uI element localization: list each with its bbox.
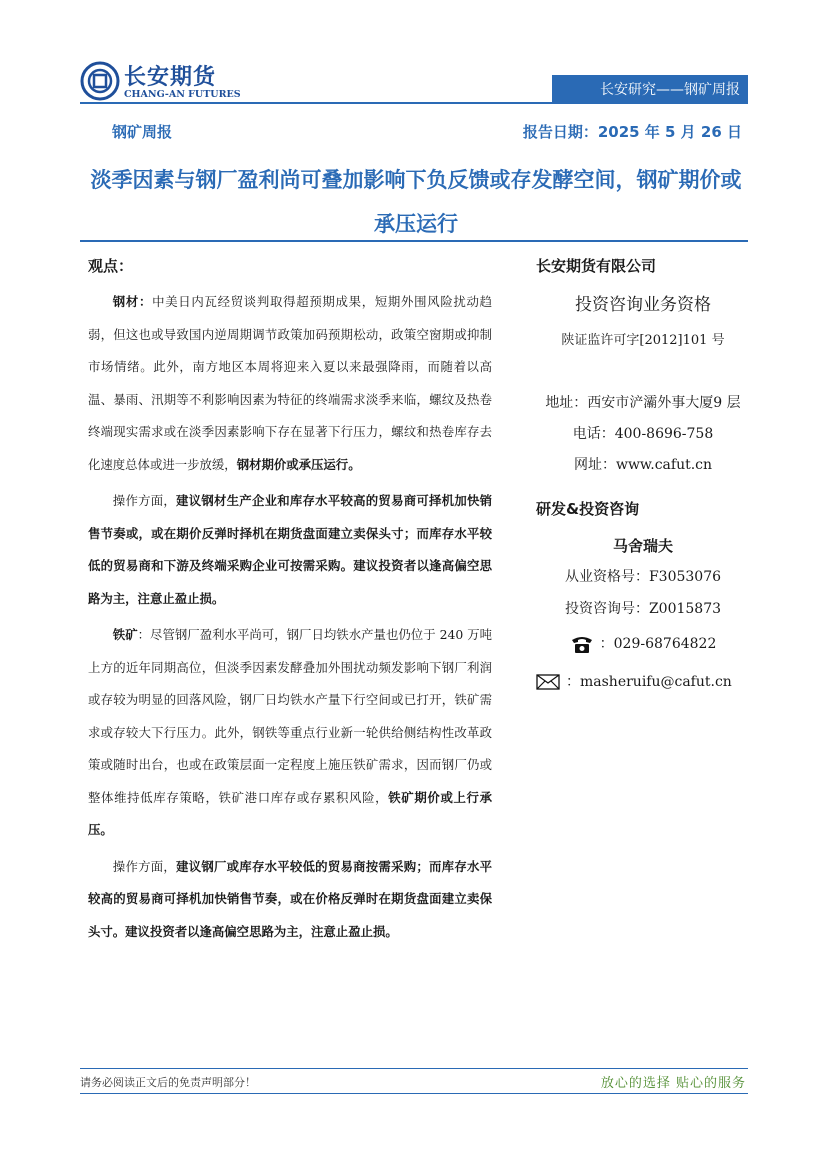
analyst-phone: ：029-68764822	[599, 636, 717, 652]
footer-disclaimer: 请务必阅读正文后的免责声明部分！	[80, 1076, 256, 1089]
steel-op-advice: 建议钢材生产企业和库存水平较高的贸易商可择机加快销售节奏或，或在期价反弹时择机在期货盘面建立卖保头寸；而库存水平较低的贸易商和下游及终端采购企业可按需采购。建议投资者以逢高偏空思路为主，注意止盈止损。	[88, 493, 493, 606]
research-heading: 研发&投资咨询	[536, 500, 640, 518]
telephone-icon	[570, 634, 594, 654]
analyst-advisory-number: 投资咨询号：Z0015873	[564, 601, 722, 617]
ore-op-advice: 建议钢厂或库存水平较低的贸易商按需采购；而库存水平较高的贸易商可择机加快销售节奏，或在价格反弹时在期货盘面建立卖保头寸。建议投资者以逢高偏空思路为主，注意止盈止损。	[88, 858, 493, 939]
steel-operation-paragraph	[88, 485, 492, 615]
title-divider	[80, 240, 748, 242]
qualification: 投资咨询业务资格	[575, 295, 711, 315]
steel-paragraph	[88, 286, 492, 481]
company-address: 地址：西安市浐灞外事大厦9 层	[545, 395, 741, 411]
analyst-cert-number: 从业资格号：F3053076	[564, 569, 722, 585]
company-info-sidebar	[536, 252, 750, 701]
ore-text: ：尽管钢厂盈利水平尚可，钢厂日均铁水产量也仍位于 240 万吨上方的近年同期高位，但淡季因素发酵叠加外围扰动频发影响下钢厂利润或存较为明显的回落风险，钢厂日均铁水产量下行空间或已打开，铁矿需求或存较大下行压力。此外，钢铁等重点行业新一轮供给侧结构性改革政策或随时出台，也或在政策层面一定程度上施压铁矿需求，因而钢厂仍或整体维持低库存策略，铁矿港口库存或存累积风险，	[88, 627, 493, 805]
views-section	[88, 252, 492, 948]
steel-op-prefix: 操作方面，	[112, 493, 177, 508]
report-date: 报告日期：2025 年 5 月 26 日	[522, 123, 742, 141]
logo-english-name: CHANG-AN FUTURES	[124, 89, 241, 100]
header-series-label: 长安研究——钢矿周报	[600, 82, 740, 98]
report-title: 淡季因素与钢厂盈利尚可叠加影响下负反馈或存发酵空间，钢矿期价或承压运行	[90, 168, 742, 236]
analyst-email-row	[536, 663, 750, 701]
report-type: 钢矿周报	[112, 123, 173, 141]
analyst-email[interactable]: ：masheruifu@cafut.cn	[566, 674, 732, 690]
company-name: 长安期货有限公司	[536, 257, 657, 275]
views-heading: 观点：	[88, 257, 134, 275]
footer-slogan: 放心的选择 贴心的服务	[600, 1076, 746, 1091]
steel-conclusion: 钢材期价或承压运行。	[236, 456, 361, 472]
footer-divider-bottom	[80, 1093, 748, 1094]
company-logo-icon	[80, 60, 120, 102]
company-website[interactable]: 网址：www.cafut.cn	[573, 457, 713, 473]
steel-text: 中美日内瓦经贸谈判取得超预期成果，短期外围风险扰动趋弱，但这也或导致国内逆周期调节政策加码预期松动，政策空窗期或抑制市场情绪。此外，南方地区本周将迎来入夏以来最强降雨，而随着以高温、暴雨、汛期等不利影响因素为特征的终端需求淡季来临，螺纹及热卷终端现实需求或在淡季因素影响下存在显著下行压力，螺纹和热卷库存去化速度总体或进一步放缓，	[88, 294, 493, 472]
envelope-icon	[536, 672, 560, 692]
steel-label: 钢材：	[112, 294, 153, 309]
license-number: 陕证监许可字[2012]101 号	[561, 333, 725, 348]
header-divider	[80, 102, 748, 104]
ore-paragraph	[88, 619, 492, 847]
analyst-name: 马舍瑞夫	[612, 537, 673, 555]
footer-divider-top	[80, 1068, 748, 1069]
company-phone: 电话：400-8696-758	[572, 426, 714, 442]
logo-chinese-name: 长安期货	[124, 65, 217, 90]
ore-label: 铁矿	[112, 627, 138, 642]
ore-op-prefix: 操作方面，	[112, 858, 177, 874]
ore-operation-paragraph	[88, 851, 492, 949]
ore-conclusion: 铁矿期价或上行承压。	[88, 789, 493, 837]
analyst-phone-row	[536, 625, 750, 663]
